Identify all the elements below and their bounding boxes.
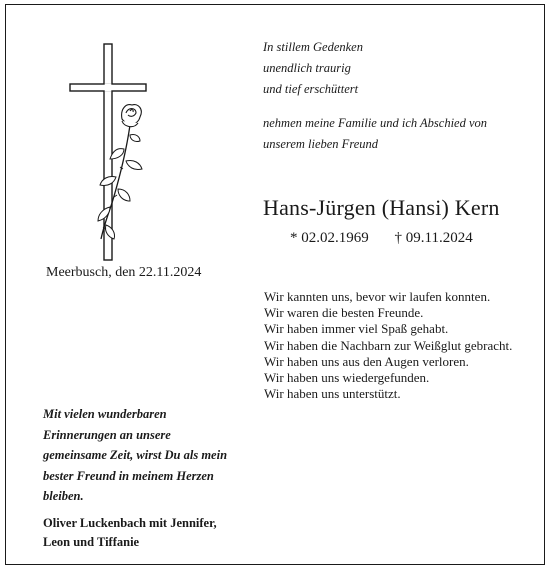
obituary-card [5,4,545,565]
quote-line: bleiben. [43,489,84,503]
poem-line: Wir haben die Nachbarn zur Weißglut gebracht. [264,337,513,353]
memorial-poem [264,289,512,402]
poem-line: Wir waren die besten Freunde. [264,305,424,321]
cross-with-rose-icon [68,43,148,263]
farewell-line: unserem lieben Freund [263,137,379,151]
poem-line: Wir haben immer viel Spaß gehabt. [264,321,449,337]
signature [43,514,217,551]
quote-line: gemeinsame Zeit, wirst Du als mein [43,448,228,462]
signature-line: Leon und Tiffanie [43,534,140,549]
poem-line: Wir haben uns wiedergefunden. [264,370,430,386]
farewell-line: nehmen meine Familie und ich Abschied von [263,116,488,130]
intro-line: und tief erschüttert [263,82,359,96]
quote-line: Mit vielen wunderbaren [43,407,167,421]
poem-line: Wir haben uns unterstützt. [264,386,401,402]
life-dates [290,230,473,247]
quote-line: Erinnerungen an unsere [43,427,171,442]
intro-line: In stillem Gedenken [263,40,363,54]
dagger-icon: † [394,230,402,246]
birth-date: * 02.02.1969 [290,230,369,246]
farewell-text [263,113,487,155]
poem-line: Wir kannten uns, bevor wir laufen konnten. [264,289,491,304]
memorial-quote [43,404,227,507]
place-and-date: Meerbusch, den 22.11.2024 [46,265,202,280]
intro-text [263,37,363,100]
quote-line: bester Freund in meinem Herzen [43,468,214,483]
intro-line: unendlich traurig [263,61,351,75]
poem-line: Wir haben uns aus den Augen verloren. [264,353,469,369]
deceased-name: Hans-Jürgen (Hansi) Kern [263,195,500,220]
signature-line: Oliver Luckenbach mit Jennifer, [43,516,217,530]
death-date: 09.11.2024 [405,230,473,246]
